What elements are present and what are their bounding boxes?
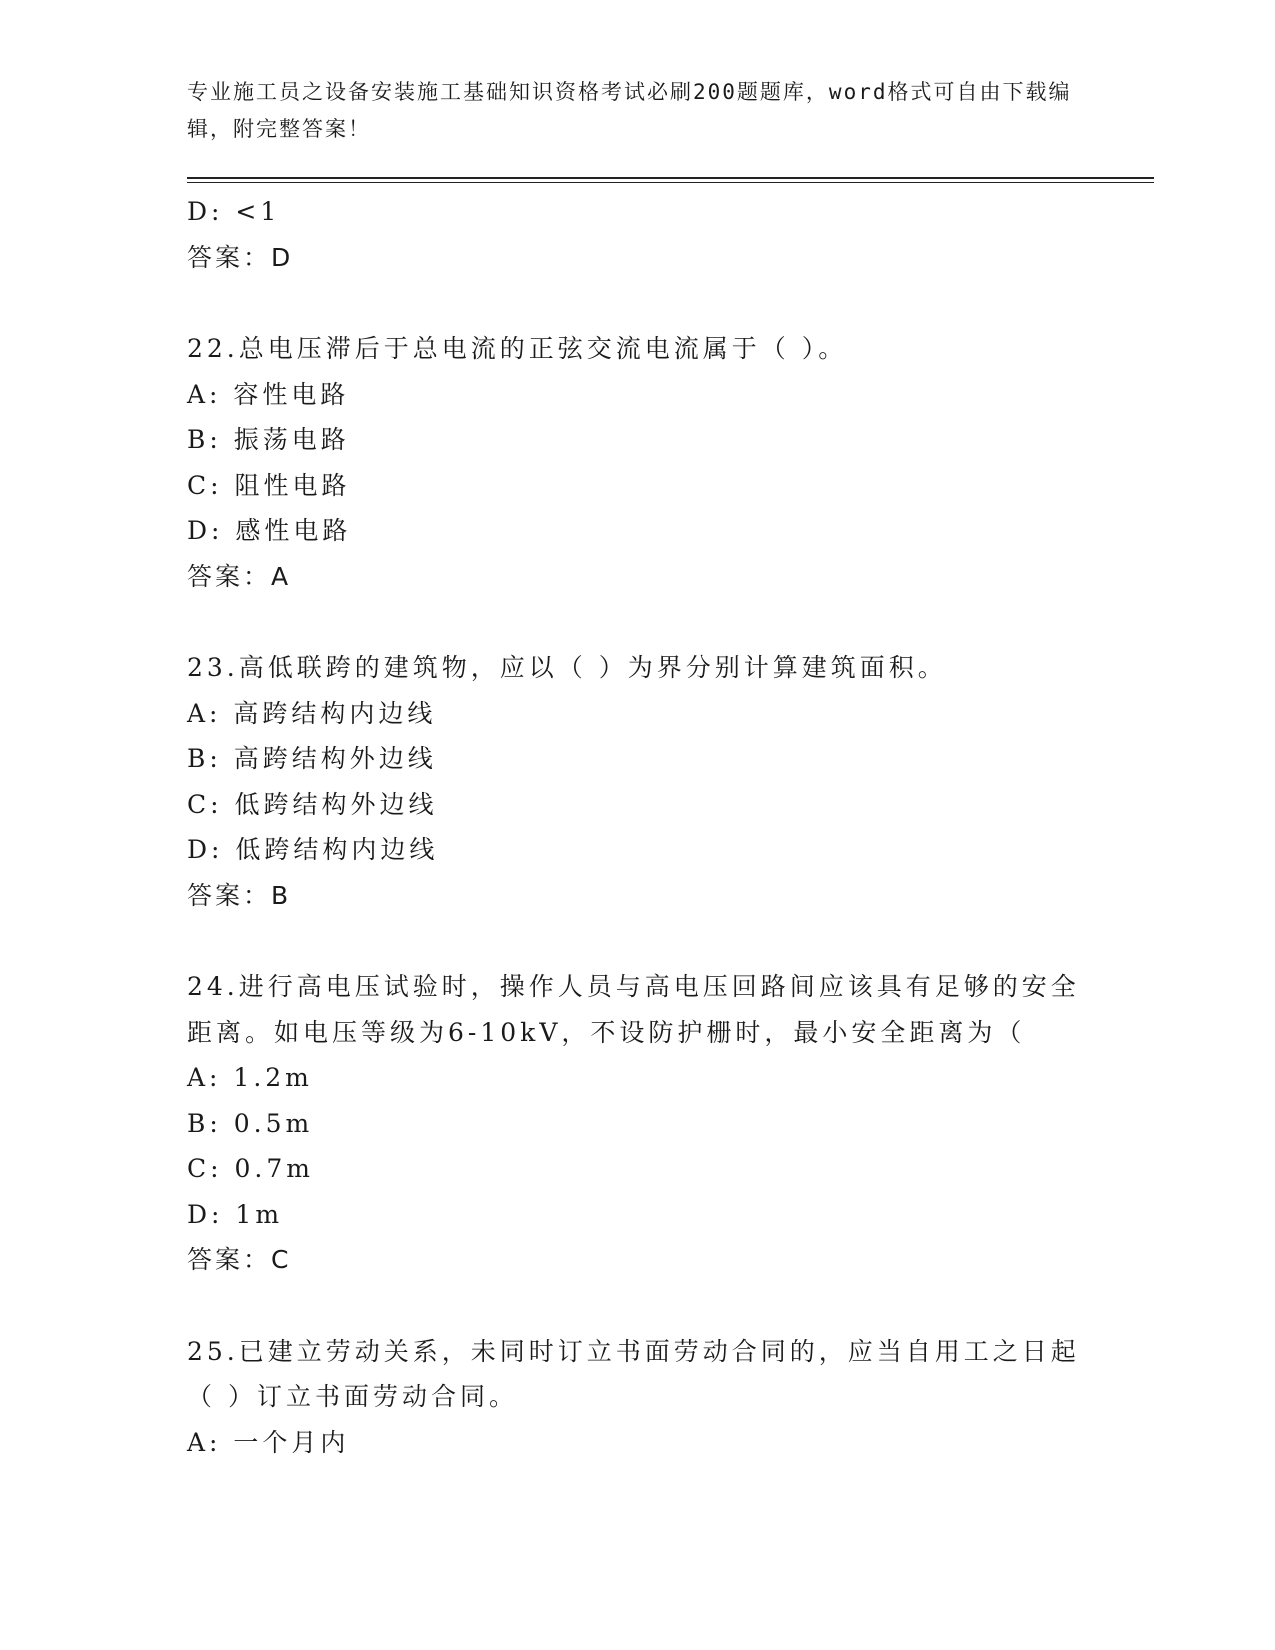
header-rule-thin xyxy=(187,182,1154,183)
question-stem: 22.总电压滞后于总电流的正弦交流电流属于（ ）。 xyxy=(187,334,848,363)
option-c: C: 阻性电路 xyxy=(187,470,351,500)
option-a: A: 高跨结构内边线 xyxy=(187,698,437,728)
header-title: 专业施工员之设备安装施工基础知识资格考试必刷200题题库，word格式可自由下载编辑，附完整答案！ xyxy=(187,80,1072,141)
answer: 答案：C xyxy=(187,1245,292,1274)
option-b: B: 0.5m xyxy=(187,1108,314,1138)
option-d: D: 低跨结构内边线 xyxy=(187,835,439,864)
header-rule-thick xyxy=(187,177,1154,179)
question-stem-line-1: 25.已建立劳动关系，未同时订立书面劳动合同的，应当自用工之日起 xyxy=(187,1336,1080,1366)
question-stem-line-2: 距离。如电压等级为6-10kV，不设防护栅时，最小安全距离为（ xyxy=(187,1017,1026,1047)
question-24 xyxy=(187,964,1087,1283)
question-stem-line-1: 24.进行高电压试验时，操作人员与高电压回路间应该具有足够的安全 xyxy=(187,972,1080,1001)
spacer xyxy=(187,918,1087,964)
option-c: C: 低跨结构外边线 xyxy=(187,789,438,819)
option-a: A: 容性电路 xyxy=(187,379,350,409)
question-stem: 23.高低联跨的建筑物，应以（ ）为界分别计算建筑面积。 xyxy=(187,653,947,682)
option-b: B: 高跨结构外边线 xyxy=(187,744,437,773)
answer: 答案：A xyxy=(187,561,292,591)
option-a: A: 一个月内 xyxy=(187,1427,350,1457)
spacer xyxy=(187,1283,1087,1329)
question-22 xyxy=(187,326,1087,599)
option-b: B: 振荡电路 xyxy=(187,425,350,454)
option-d: D: 1m xyxy=(187,1199,284,1229)
option-c: C: 0.7m xyxy=(187,1154,314,1183)
spacer xyxy=(187,599,1087,645)
prev-option-d: D: <1 xyxy=(187,197,281,226)
spacer xyxy=(187,280,1087,326)
prev-answer: 答案：D xyxy=(187,242,294,272)
option-a: A: 1.2m xyxy=(187,1063,313,1092)
option-d: D: 感性电路 xyxy=(187,516,352,545)
question-stem-line-2: （ ）订立书面劳动合同。 xyxy=(187,1382,518,1411)
answer: 答案：B xyxy=(187,880,292,910)
question-list xyxy=(187,189,1087,1465)
document-header xyxy=(187,74,1087,148)
question-23 xyxy=(187,645,1087,918)
question-25 xyxy=(187,1329,1087,1466)
